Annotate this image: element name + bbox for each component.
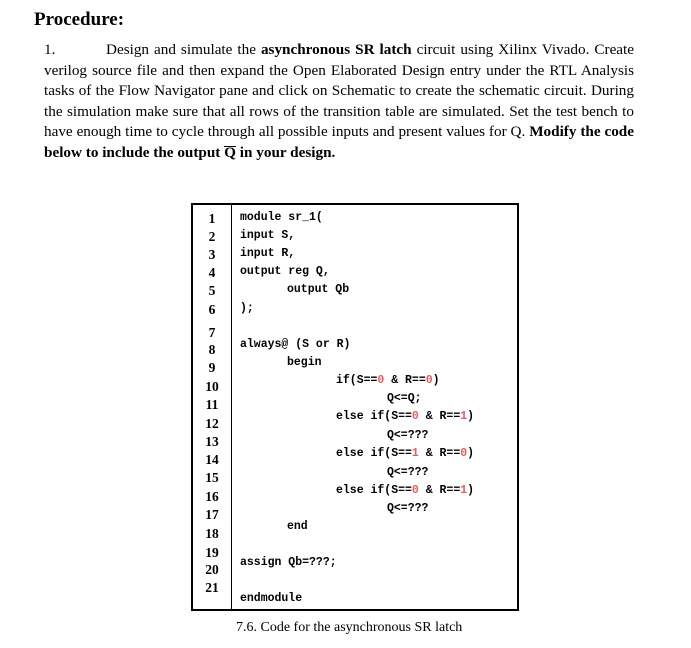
number-literal: 1 [460,410,468,423]
code-token: else if(S== [336,410,412,423]
code-line [336,447,474,460]
para-bold-1: asynchronous SR latch [260,41,412,58]
code-line: output Qb [287,283,350,296]
code-line: module sr_1( [240,211,323,224]
line-number: 19 [205,545,219,560]
q-bar-symbol: Q [224,143,236,164]
number-literal: 1 [411,447,419,460]
code-line: endmodule [240,592,303,605]
code-line: Q<=??? [387,429,429,442]
number-literal: 0 [411,410,419,423]
line-number: 2 [208,229,216,244]
code-line: Q<=??? [387,502,429,515]
code-line: always@ (S or R) [240,338,351,351]
line-number: 7 [208,325,216,340]
code-token: else if(S== [336,447,412,460]
code-token: ) [467,410,475,423]
line-number: 1 [208,211,216,226]
code-line: ); [240,302,254,315]
procedure-heading: Procedure: [34,9,125,30]
para-bold-3: in your design. [236,143,336,161]
code-line: end [287,520,308,533]
line-number: 15 [205,470,219,485]
code-token: & R== [418,410,461,423]
line-number: 18 [205,526,219,541]
number-literal: 0 [460,447,468,460]
code-line: begin [287,356,322,369]
code-token: if(S== [336,374,378,387]
line-number: 8 [208,342,216,357]
line-number: 5 [208,283,216,298]
line-number-column [193,205,232,609]
code-listing-table [191,203,519,611]
code-token: & R== [384,374,426,387]
code-line: input S, [240,229,296,242]
code-token: ) [432,374,440,387]
number-literal: 0 [425,374,433,387]
code-line [336,374,440,387]
line-number: 4 [208,265,216,280]
line-number: 21 [205,580,219,595]
para-text-1: Design and simulate the [106,41,261,58]
line-number: 10 [205,379,219,394]
code-line [336,410,474,423]
para-text-2: circuit using Xilinx Vivado. Create verilog source file and then expand the Open Elaborated Design entry under the RTL Analysis tasks of the Flow Navigator pane and click on Schematic to create the schematic circuit. During the simulation make sure that all rows of the transition table are simulated. Set the test bench to have enough time to cycle through all possible inputs and present values for Q. [44,41,635,140]
code-line [336,484,474,497]
number-literal: 0 [411,484,419,497]
code-token: & R== [418,484,461,497]
number-literal: 1 [460,484,468,497]
code-line: input R, [240,247,296,260]
code-token: & R== [418,447,461,460]
number-literal: 0 [377,374,385,387]
line-number: 12 [205,416,219,431]
line-number: 20 [205,562,219,577]
line-number: 3 [208,247,216,262]
line-number: 17 [205,507,219,522]
code-line: Q<=??? [387,466,429,479]
para-bold-2: Modify the code below to include the output [44,123,634,161]
code-token: ) [467,484,475,497]
line-number: 16 [205,489,219,504]
line-number: 11 [205,397,219,412]
procedure-paragraph [44,40,634,163]
code-line: output reg Q, [240,265,330,278]
line-number: 14 [205,452,219,467]
code-line: Q<=Q; [387,392,422,405]
code-token: else if(S== [336,484,412,497]
line-number: 9 [208,360,216,375]
line-number: 13 [205,434,219,449]
code-token: ) [467,447,475,460]
line-number: 6 [208,302,216,317]
figure-caption: 7.6. Code for the asynchronous SR latch [236,620,463,635]
code-line: assign Qb=???; [240,556,337,569]
step-number: 1. [44,41,56,58]
